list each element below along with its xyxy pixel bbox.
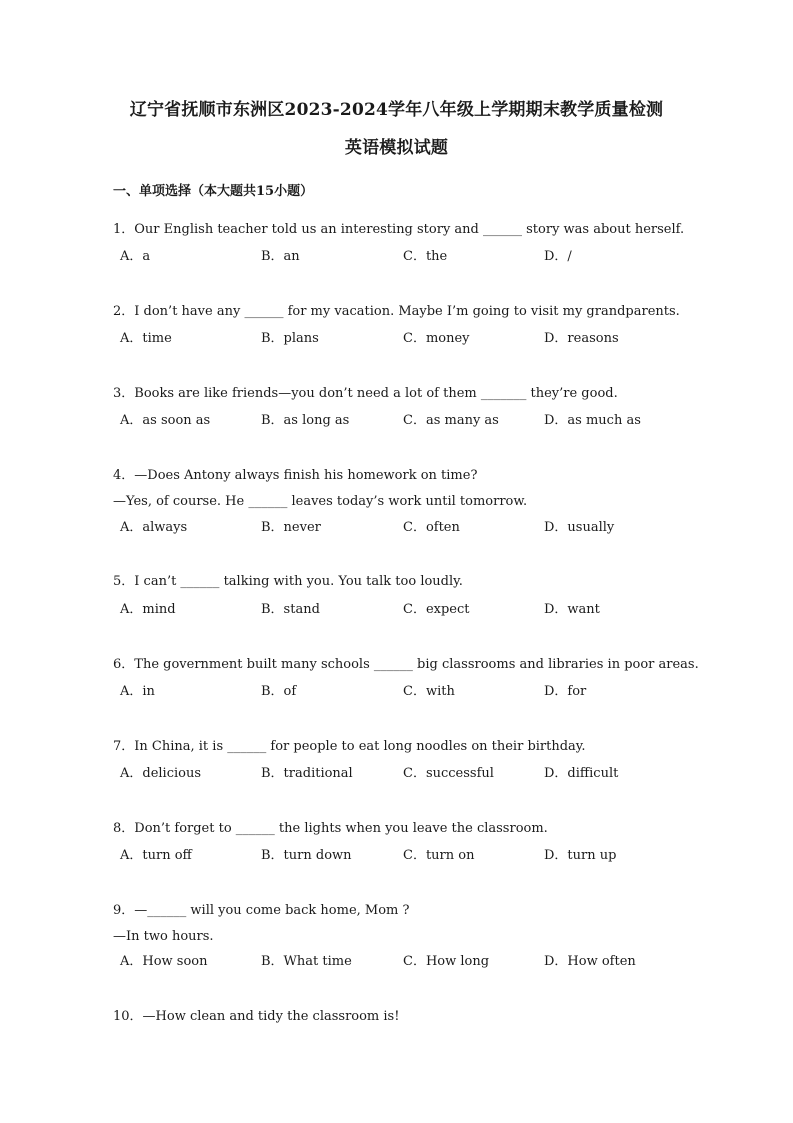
option-c[interactable]: C．the xyxy=(403,249,448,264)
option-c[interactable]: C．money xyxy=(403,331,470,346)
option-c[interactable]: C．successful xyxy=(403,766,494,781)
option-c[interactable]: C．with xyxy=(403,684,455,699)
question-7-stem: 7．In China, it is ______ for people to eat long noodles on their birthday. xyxy=(113,739,586,754)
exam-title-line1: 辽宁省抚顺市东洲区2023-2024学年八年级上学期期末教学质量检测 xyxy=(129,100,664,120)
question-1-stem: 1．Our English teacher told us an interesting story and ______ story was about herself. xyxy=(113,222,685,237)
question-4-stem: 4．—Does Antony always finish his homework on time? xyxy=(113,468,478,483)
option-b[interactable]: B．of xyxy=(261,684,297,699)
option-a[interactable]: A．mind xyxy=(120,602,176,617)
option-a[interactable]: A．How soon xyxy=(120,954,208,969)
option-b[interactable]: B．never xyxy=(261,520,321,535)
option-d[interactable]: D．usually xyxy=(544,520,615,535)
option-d[interactable]: D．turn up xyxy=(544,848,617,863)
option-a[interactable]: A．always xyxy=(120,520,188,535)
question-9-stem-line2: —In two hours. xyxy=(113,929,214,944)
exam-title-line2: 英语模拟试题 xyxy=(344,138,449,158)
option-d[interactable]: D．as much as xyxy=(544,413,641,428)
option-c[interactable]: C．as many as xyxy=(403,413,499,428)
question-10-stem: 10．—How clean and tidy the classroom is! xyxy=(113,1009,400,1024)
option-c[interactable]: C．How long xyxy=(403,954,490,969)
option-a[interactable]: A．in xyxy=(120,684,155,699)
question-9-stem: 9．—______ will you come back home, Mom ? xyxy=(113,903,410,918)
option-b[interactable]: B．traditional xyxy=(261,766,353,781)
option-c[interactable]: C．expect xyxy=(403,602,470,617)
option-c[interactable]: C．often xyxy=(403,520,460,535)
option-a[interactable]: A．as soon as xyxy=(120,413,211,428)
question-3-stem: 3．Books are like friends—you don’t need a lot of them _______ they’re good. xyxy=(113,386,618,401)
option-d[interactable]: D．for xyxy=(544,684,587,699)
option-a[interactable]: A．turn off xyxy=(120,848,192,863)
option-b[interactable]: B．What time xyxy=(261,954,352,969)
question-4-stem-line2: —Yes, of course. He ______ leaves today’s work until tomorrow. xyxy=(113,494,528,509)
option-a[interactable]: A．time xyxy=(120,331,172,346)
option-b[interactable]: B．plans xyxy=(261,331,319,346)
option-d[interactable]: D．want xyxy=(544,602,600,617)
question-2-stem: 2．I don’t have any ______ for my vacation. Maybe I’m going to visit my grandparents. xyxy=(113,304,680,319)
option-b[interactable]: B．an xyxy=(261,249,300,264)
question-6-stem: 6．The government built many schools ______ big classrooms and libraries in poor areas. xyxy=(113,657,699,672)
question-5-stem: 5．I can’t ______ talking with you. You talk too loudly. xyxy=(113,574,463,589)
option-c[interactable]: C．turn on xyxy=(403,848,475,863)
option-b[interactable]: B．turn down xyxy=(261,848,352,863)
option-a[interactable]: A．a xyxy=(120,249,151,264)
option-b[interactable]: B．stand xyxy=(261,602,320,617)
option-b[interactable]: B．as long as xyxy=(261,413,350,428)
option-d[interactable]: D．reasons xyxy=(544,331,619,346)
option-d[interactable]: D．How often xyxy=(544,954,636,969)
option-a[interactable]: A．delicious xyxy=(120,766,202,781)
section-heading: 一、单项选择（本大题共15小题） xyxy=(113,184,314,199)
question-8-stem: 8．Don’t forget to ______ the lights when you leave the classroom. xyxy=(113,821,548,836)
option-d[interactable]: D．difficult xyxy=(544,766,619,781)
option-d[interactable]: D．/ xyxy=(544,249,572,264)
